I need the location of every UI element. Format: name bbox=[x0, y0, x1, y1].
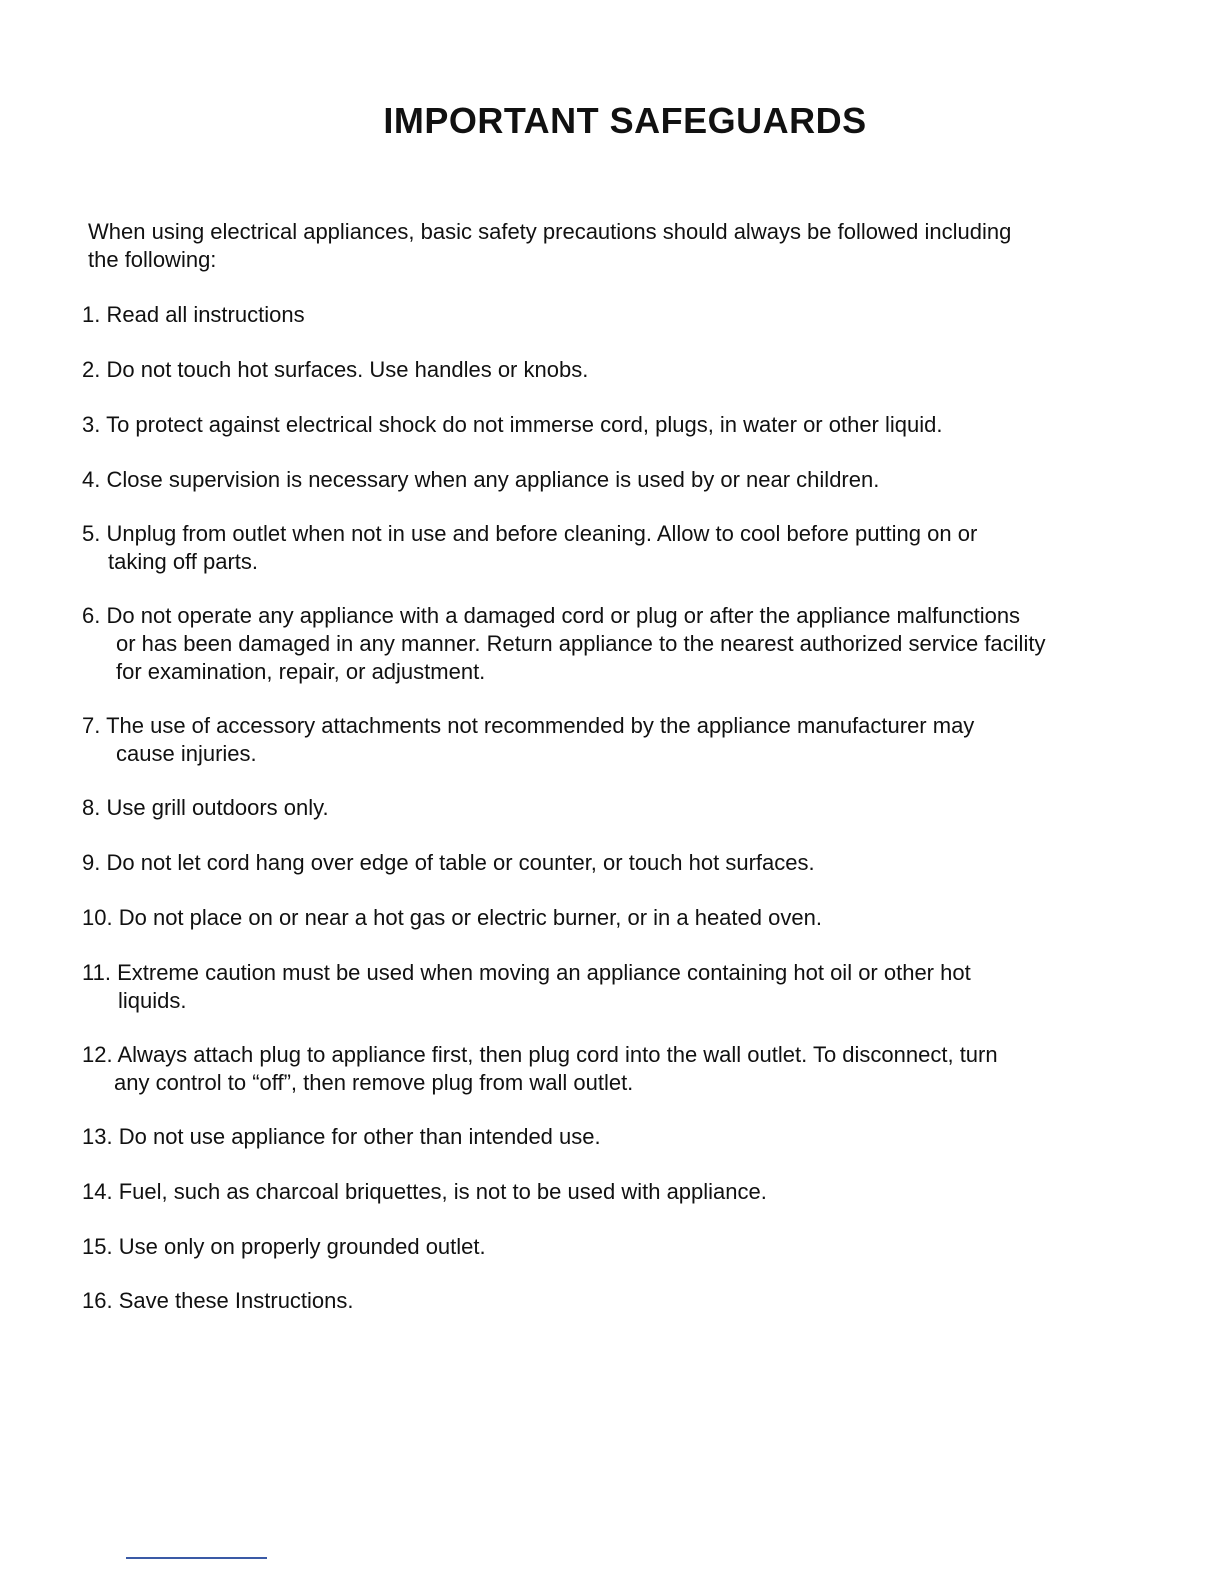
item-text: Fuel, such as charcoal briquettes, is not to be used with appliance. bbox=[118, 1179, 767, 1204]
intro-line-2: the following: bbox=[88, 247, 217, 272]
safeguard-item-4 bbox=[82, 466, 879, 494]
item-text: Do not use appliance for other than intended use. bbox=[118, 1124, 601, 1149]
item-text: To protect against electrical shock do not immerse cord, plugs, in water or other liquid. bbox=[106, 412, 943, 437]
safeguard-item-1 bbox=[82, 301, 305, 329]
item-text-continued: any control to “off”, then remove plug from wall outlet. bbox=[114, 1070, 634, 1095]
item-text: Do not touch hot surfaces. Use handles or knobs. bbox=[106, 357, 589, 382]
safeguard-item-5 bbox=[82, 520, 977, 576]
item-text-continued: cause injuries. bbox=[116, 741, 257, 766]
item-text: Read all instructions bbox=[106, 302, 305, 327]
item-number: 14. bbox=[82, 1179, 113, 1204]
item-number: 2. bbox=[82, 357, 101, 382]
safeguard-item-10 bbox=[82, 904, 822, 932]
safeguard-item-7 bbox=[82, 712, 974, 768]
safeguard-item-11 bbox=[82, 959, 971, 1015]
item-text: Do not let cord hang over edge of table or counter, or touch hot surfaces. bbox=[106, 850, 815, 875]
safeguard-item-16 bbox=[82, 1287, 354, 1315]
safeguard-item-6 bbox=[82, 602, 1045, 686]
item-text-continued: liquids. bbox=[118, 988, 187, 1013]
item-text-continued: for examination, repair, or adjustment. bbox=[116, 659, 486, 684]
footer-rule bbox=[126, 1557, 267, 1559]
item-text: Use only on properly grounded outlet. bbox=[118, 1234, 486, 1259]
item-number: 12. bbox=[82, 1042, 113, 1067]
safeguard-item-8 bbox=[82, 794, 329, 822]
item-text: Do not operate any appliance with a damaged cord or plug or after the appliance malfunctions bbox=[106, 603, 1021, 628]
item-text: Save these Instructions. bbox=[118, 1288, 354, 1313]
intro-line-1: When using electrical appliances, basic safety precautions should always be followed including bbox=[88, 219, 1012, 244]
safeguard-item-12 bbox=[82, 1041, 998, 1097]
safeguard-item-15 bbox=[82, 1233, 486, 1261]
item-text-continued: or has been damaged in any manner. Return appliance to the nearest authorized service facility bbox=[116, 631, 1046, 656]
intro-paragraph bbox=[88, 218, 1088, 274]
item-text: Unplug from outlet when not in use and before cleaning. Allow to cool before putting on or bbox=[106, 521, 978, 546]
item-number: 5. bbox=[82, 521, 101, 546]
item-number: 7. bbox=[82, 713, 101, 738]
page-title: IMPORTANT SAFEGUARDS bbox=[383, 100, 867, 141]
item-number: 15. bbox=[82, 1234, 113, 1259]
item-text: Close supervision is necessary when any appliance is used by or near children. bbox=[106, 467, 880, 492]
item-number: 9. bbox=[82, 850, 101, 875]
safeguard-item-13 bbox=[82, 1123, 601, 1151]
item-number: 8. bbox=[82, 795, 101, 820]
item-text: Always attach plug to appliance first, then plug cord into the wall outlet. To disconnect, turn bbox=[117, 1042, 998, 1067]
item-number: 16. bbox=[82, 1288, 113, 1313]
item-text: Extreme caution must be used when moving an appliance containing hot oil or other hot bbox=[117, 960, 971, 985]
safeguard-item-9 bbox=[82, 849, 815, 877]
safeguard-item-2 bbox=[82, 356, 588, 384]
item-number: 4. bbox=[82, 467, 101, 492]
item-number: 1. bbox=[82, 302, 101, 327]
safeguard-item-14 bbox=[82, 1178, 767, 1206]
item-text: Do not place on or near a hot gas or electric burner, or in a heated oven. bbox=[118, 905, 822, 930]
item-number: 11. bbox=[82, 960, 111, 985]
item-text: Use grill outdoors only. bbox=[106, 795, 329, 820]
item-number: 13. bbox=[82, 1124, 113, 1149]
item-number: 6. bbox=[82, 603, 101, 628]
item-number: 3. bbox=[82, 412, 101, 437]
item-number: 10. bbox=[82, 905, 113, 930]
item-text: The use of accessory attachments not recommended by the appliance manufacturer may bbox=[106, 713, 975, 738]
item-text-continued: taking off parts. bbox=[108, 549, 259, 574]
safeguard-item-3 bbox=[82, 411, 942, 439]
